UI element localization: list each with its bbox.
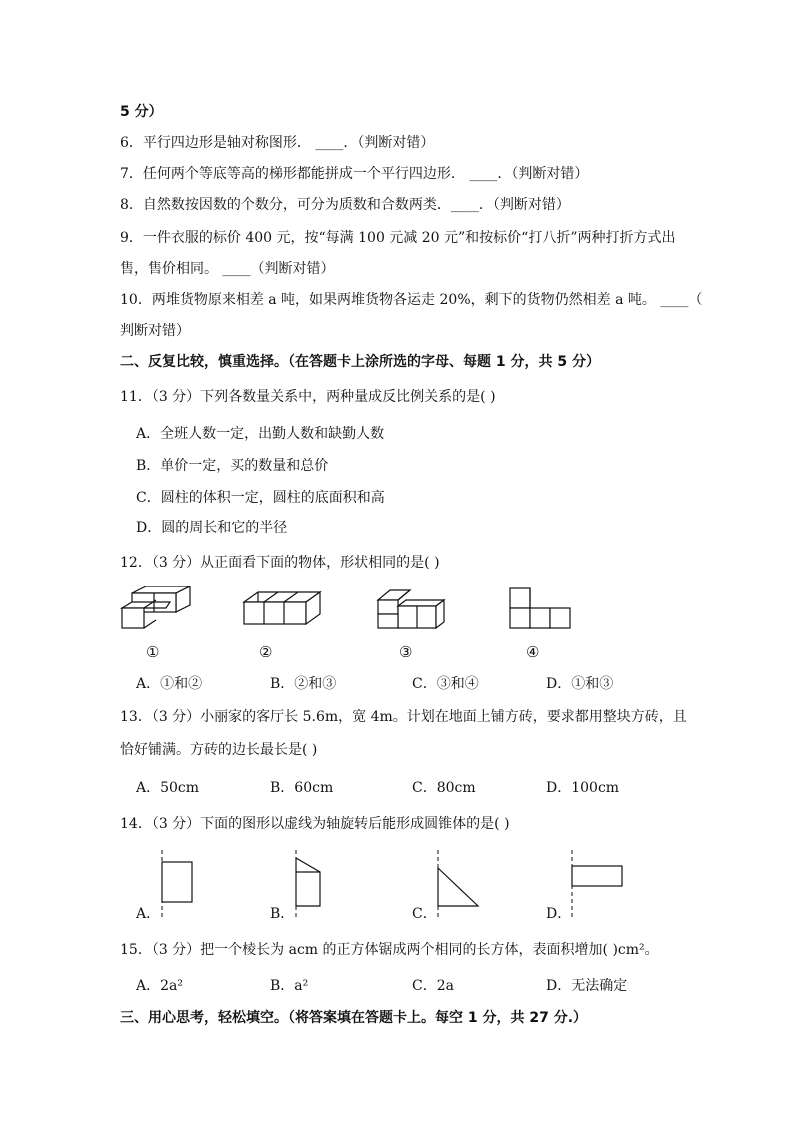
figure-label-1: ①: [146, 643, 160, 661]
question-12: 12．（3 分）从正面看下面的物体，形状相同的是( ): [120, 555, 440, 571]
q12-option-d: D．①和③: [546, 676, 614, 692]
question-13-line1: 13．（3 分）小丽家的客厅长 5.6m，宽 4m。计划在地面上铺方砖，要求都用整块方砖，且: [120, 709, 687, 725]
question-8: 8．自然数按因数的个数分，可分为质数和合数两类．____．（判断对错）: [120, 197, 570, 213]
q15-option-d: D．无法确定: [546, 978, 628, 994]
q14-option-d: D．: [546, 906, 572, 922]
q15-option-c: C．2a: [412, 978, 454, 994]
q11-option-b: B．单价一定，买的数量和总价: [136, 458, 329, 474]
continued-text: 5 分）: [120, 104, 163, 120]
cube-figure-4: [508, 586, 572, 632]
q13-option-c: C．80cm: [412, 780, 476, 796]
question-9-line2: 售，售价相同。 ____（判断对错）: [120, 261, 335, 277]
q13-option-b: B．60cm: [270, 780, 334, 796]
q14-option-b: B．: [270, 906, 295, 922]
section-3-heading: 三、用心思考，轻松填空。（将答案填在答题卡上。每空 1 分，共 27 分.）: [120, 1010, 588, 1026]
rotation-figure-b: [290, 848, 330, 920]
q11-option-d: D．圆的周长和它的半径: [136, 520, 288, 536]
figure-label-3: ③: [399, 643, 413, 661]
rotation-figure-c: [430, 848, 486, 920]
question-7: 7．任何两个等底等高的梯形都能拼成一个平行四边形． ____．（判断对错）: [120, 166, 589, 182]
question-11: 11．（3 分）下列各数量关系中，两种量成反比例关系的是( ): [120, 389, 496, 405]
q14-option-c: C．: [412, 906, 437, 922]
q15-option-a: A．2a²: [136, 978, 183, 994]
question-10-line1: 10．两堆货物原来相差 a 吨，如果两堆货物各运走 20%，剩下的货物仍然相差 a 吨。 ____（: [120, 292, 703, 308]
question-13-line2: 恰好铺满。方砖的边长最长是( ): [120, 742, 318, 758]
question-9-line1: 9．一件衣服的标价 400 元，按“每满 100 元减 20 元”和按标价“打八折”两种打折方式出: [120, 230, 676, 246]
figure-label-4: ④: [526, 643, 540, 661]
q12-option-b: B．②和③: [270, 676, 337, 692]
section-2-heading: 二、反复比较，慎重选择。（在答题卡上涂所选的字母、每题 1 分，共 5 分）: [120, 354, 600, 370]
rotation-figure-d: [564, 848, 628, 920]
cube-figure-2: [240, 590, 330, 628]
q12-option-c: C．③和④: [412, 676, 479, 692]
q11-option-a: A．全班人数一定，出勤人数和缺勤人数: [136, 426, 385, 442]
cube-figure-3: [372, 586, 452, 632]
question-14: 14．（3 分）下面的图形以虚线为轴旋转后能形成圆锥体的是( ): [120, 816, 510, 832]
cube-figure-1: [118, 586, 200, 632]
question-6: 6．平行四边形是轴对称图形． ____．（判断对错）: [120, 135, 435, 151]
question-15: 15．（3 分）把一个棱长为 acm 的正方体锯成两个相同的长方体，表面积增加( )cm²。: [120, 942, 659, 958]
rotation-figure-a: [156, 848, 200, 920]
q13-option-d: D．100cm: [546, 780, 620, 796]
q14-option-a: A．: [136, 906, 161, 922]
q12-option-a: A．①和②: [136, 676, 203, 692]
q13-option-a: A．50cm: [136, 780, 200, 796]
q15-option-b: B．a²: [270, 978, 309, 994]
figure-label-2: ②: [259, 643, 273, 661]
q11-option-c: C．圆柱的体积一定，圆柱的底面积和高: [136, 490, 385, 506]
question-10-line2: 判断对错）: [120, 323, 190, 339]
